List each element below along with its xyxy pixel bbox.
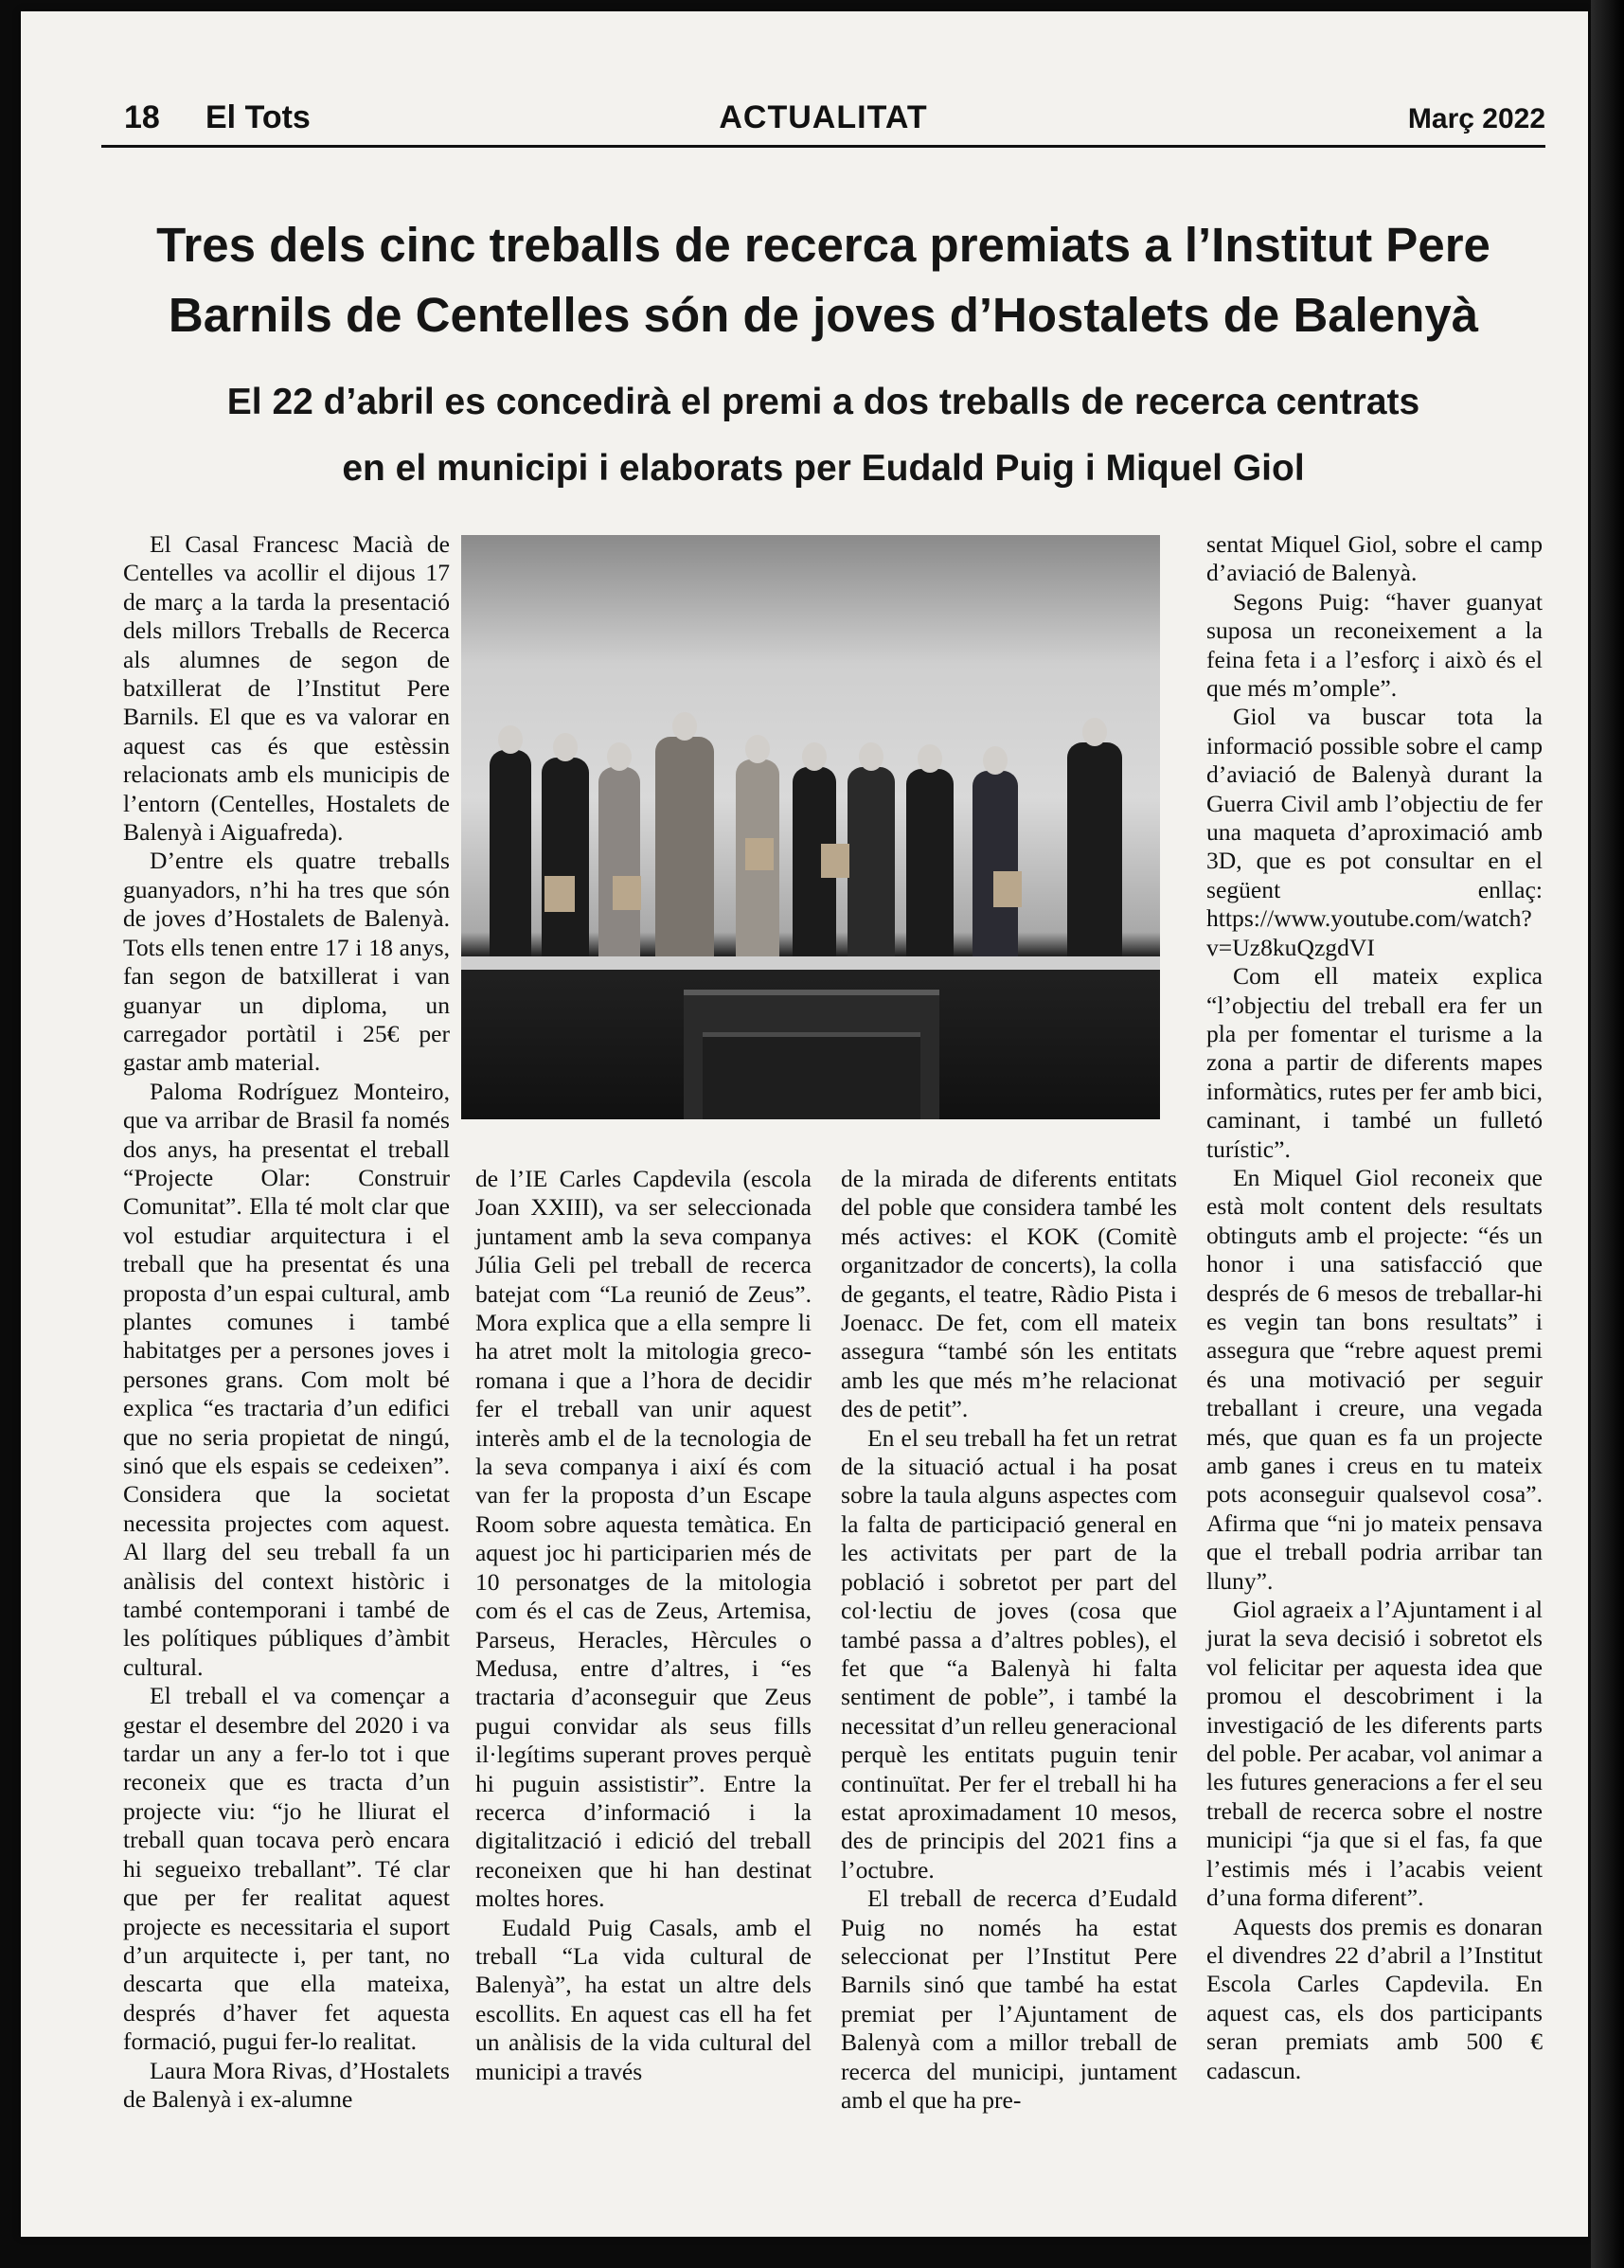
issue-date: Març 2022	[1407, 103, 1545, 134]
headline-line-2: Barnils de Centelles són de joves d’Hostalets de Balenyà	[168, 288, 1479, 342]
stage-edge	[461, 956, 1160, 970]
article-paragraph: Segons Puig: “haver guanyat suposa un reconeixement a la feina feta i a l’esforç i això és el que més m’omple”.	[1206, 587, 1543, 703]
article-paragraph: Laura Mora Rivas, d’Hostalets de Balenyà i ex-alumne	[123, 2056, 450, 2113]
person-silhouette	[973, 771, 1018, 956]
article-column-3	[841, 1165, 1177, 2115]
gift-bag	[613, 876, 641, 910]
gift-bag	[993, 871, 1022, 907]
article-paragraph: En el seu treball ha fet un retrat de la situació actual i ha posat sobre la taula alguns aspectes com la falta de participació general en les activitats per part de la població i sobretot per part del col·lectiu de joves (cosa que també passa a d’altres pobles), el fet que “a Balenyà hi falta sentiment de poble”, i també la necessitat d’un relleu generacional perquè les entitats puguin tenir continuïtat. Per fer el treball hi ha estat aproximadament 10 mesos, des de principis del 2021 fins a l’octubre.	[841, 1423, 1177, 1884]
article-paragraph: D’entre els quatre treballs guanyadors, n’hi ha tres que són de joves d’Hostalets de Balenyà. Tots ells tenen entre 17 i 18 anys, fan segon de batxillerat i van guanyar un diploma, un carregador portàtil i 25€ per gastar amb material.	[123, 847, 450, 1077]
article-paragraph: El treball el va començar a gestar el desembre del 2020 i va tardar un any a fer-lo tot i que reconeix que es tracta d’un projecte viu: “jo he lliurat el treball quan tocava però encara hi segueixo treballant”. Té clar que per fer realitat aquest projecte es necessitaria el suport d’un arquitecte i, per tant, no descarta que ella mateixa, després d’haver fet aquesta formació, pugui fer-lo realitat.	[123, 1682, 450, 2056]
person-silhouette	[598, 767, 640, 956]
article-paragraph: Com ell mateix explica “l’objectiu del treball era fer un pla per fomentar el turisme a la zona a partir de diferents mapes informàtics, rutes per fer amb bici, caminant, i també un fulletó turístic”.	[1206, 962, 1543, 1163]
person-silhouette	[1067, 742, 1122, 956]
gift-bag	[745, 838, 774, 870]
page-number: 18	[124, 99, 160, 135]
page-spine-shadow	[1591, 0, 1624, 2268]
section-title: ACTUALITAT	[719, 99, 928, 135]
person-silhouette	[490, 750, 531, 956]
gift-bag	[544, 876, 575, 912]
article-column-4	[1206, 530, 1543, 2085]
article-column-2	[475, 1165, 812, 2086]
person-silhouette	[542, 758, 589, 956]
subhead-line-1: El 22 d’abril es concedirà el premi a dos treballs de recerca centrats	[226, 382, 1420, 422]
article-paragraph: Eudald Puig Casals, amb el treball “La vida cultural de Balenyà”, ha estat un altre dels escollits. En aquest cas ell ha fet un anàlisis de la vida cultural del municipi a través	[475, 1913, 812, 2085]
stage-step-lower	[703, 1032, 920, 1119]
article-paragraph: de la mirada de diferents entitats del poble que considera també les més actives: el KOK (Comitè organitzador de concerts), la colla de gegants, el teatre, Ràdio Pista i Joenacc. De fet, com ell mateix assegura “també són les entitats amb les que més m’he relacionat des de petit”.	[841, 1165, 1177, 1423]
subhead-line-2: en el municipi i elaborats per Eudald Puig i Miquel Giol	[342, 448, 1305, 489]
gift-bag	[821, 844, 849, 878]
article-paragraph: Aquests dos premis es donaran el divendres 22 d’abril a l’Institut Escola Carles Capdevila. En aquest cas, els dos participants seran premiats amb 500 € cadascun.	[1206, 1912, 1543, 2084]
person-silhouette	[655, 737, 714, 956]
person-silhouette	[906, 769, 954, 956]
article-headline	[78, 210, 1569, 350]
article-column-1	[123, 530, 450, 2114]
newspaper-page	[21, 11, 1588, 2237]
article-paragraph: Paloma Rodríguez Monteiro, que va arribar de Brasil fa només dos anys, ha presentat el treball “Projecte Olar: Construir Comunitat”. Ella té molt clar que vol estudiar arquitectura i el treball que ha presentat és una proposta d’un espai cultural, amb plantes comunes i també habitatges per a persones joves i persones grans. Com molt bé explica “es tractaria d’un edifici que no seria propietat de ningú, sinó que els espais se cedeixen”. Considera que la societat necessita projectes com aquest. Al llarg del seu treball fa un anàlisis del context històric i també contemporani i també de les polítiques públiques d’àmbit cultural.	[123, 1077, 450, 1681]
article-paragraph: El treball de recerca d’Eudald Puig no només ha estat seleccionat per l’Institut Pere Barnils sinó que també ha estat premiat per l’Ajuntament de Balenyà com a millor treball de recerca del municipi, juntament amb el que ha pre-	[841, 1884, 1177, 2114]
article-paragraph: El Casal Francesc Macià de Centelles va acollir el dijous 17 de març a la tarda la presentació dels millors Treballs de Recerca als alumnes de segon de batxillerat de l’Institut Pere Barnils. El que es va valorar en aquest cas és que estèssin relacionats amb els municipis de l’entorn (Centelles, Hostalets de Balenyà i Aiguafreda).	[123, 530, 450, 847]
newspaper-name: El Tots	[205, 99, 311, 135]
article-paragraph: de l’IE Carles Capdevila (escola Joan XXIII), va ser seleccionada juntament amb la seva companya Júlia Geli pel treball de recerca batejat com “La reunió de Zeus”. Mora explica que a ella sempre li ha atret molt la mitologia greco-romana i que a l’hora de decidir fer el treball van unir aquest interès amb el de la tecnologia de la seva companya i així és com van fer la proposta d’un Escape Room sobre aquesta temàtica. En aquest joc hi participarien més de 10 personatges de la mitologia com és el cas de Zeus, Artemisa, Parseus, Heracles, Hèrcules o Medusa, entre d’altres, i “es tractaria d’aconseguir que Zeus pugui convidar als seus fills il·legítims superant proves perquè hi puguin assististir”. Entre la recerca d’informació i la digitalització i edició del treball reconeixen que hi han destinat moltes hores.	[475, 1165, 812, 1913]
article-subheadline	[97, 369, 1550, 502]
article-paragraph: Giol agraeix a l’Ajuntament i al jurat la seva decisió i sobretot els vol felicitar per aquesta idea que promou el descobriment i la investigació de les diferents parts del poble. Per acabar, vol animar a les futures generacions a fer el seu treball de recerca sobre el nostre municipi “ja que si el fas, fa que l’estimis més i l’acabis veient d’una forma diferent”.	[1206, 1596, 1543, 1912]
article-photo	[461, 535, 1160, 1119]
page-header	[101, 92, 1545, 148]
article-paragraph: En Miquel Giol reconeix que està molt content dels resultats obtinguts amb el projecte: “és un honor i una satisfacció que després de 6 mesos de treballar-hi es vegin tan bons resultats” i assegura que “rebre aquest premi és una motivació per seguir treballant i creure, una vegada més, que quan es fa un projecte amb ganes i creus en tu mateix pots aconseguir qualsevol cosa”. Afirma que “ni jo mateix pensava que el treball podria arribar tan lluny”.	[1206, 1163, 1543, 1595]
person-silhouette	[848, 767, 895, 956]
headline-line-1: Tres dels cinc treballs de recerca premiats a l’Institut Pere	[156, 218, 1490, 272]
article-paragraph: Giol va buscar tota la informació possible sobre el camp d’aviació de Balenyà durant la Guerra Civil amb l’objectiu de fer una maqueta d’aproximació amb 3D, que es pot consultar en el següent enllaç: https://www.youtube.com/watch?v=Uz8kuQzgdVI	[1206, 703, 1543, 961]
article-paragraph: sentat Miquel Giol, sobre el camp d’aviació de Balenyà.	[1206, 530, 1543, 587]
